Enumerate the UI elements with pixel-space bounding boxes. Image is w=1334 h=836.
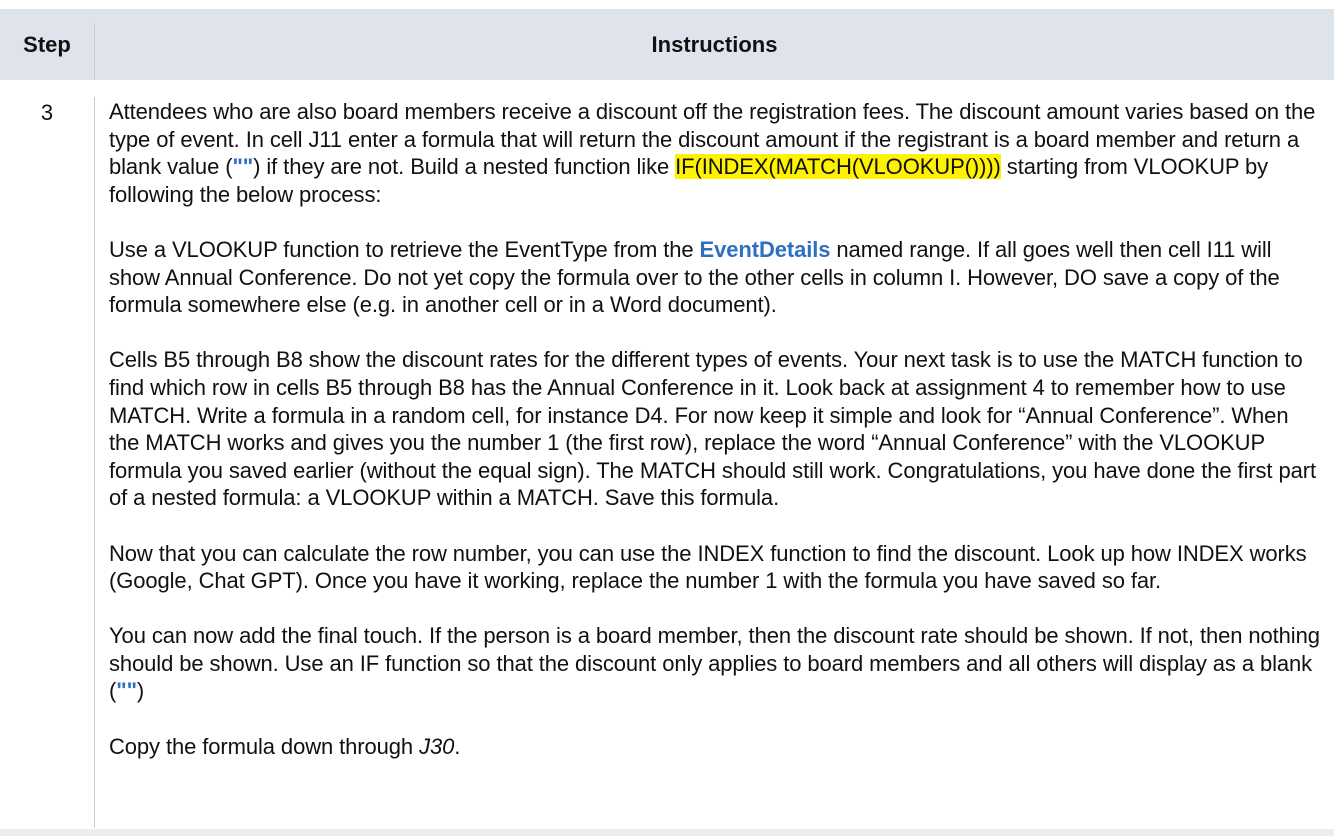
- text-run: Use a VLOOKUP function to retrieve the EventType from the: [109, 236, 700, 262]
- text-run: starting from VLOOKUP by following the below process:: [109, 154, 1269, 207]
- paragraph-if: [109, 622, 1323, 705]
- text-run: Copy the formula down through: [109, 733, 420, 759]
- text-run: Attendees who are also board members receive a discount off the registration fees. The discount amount varies based on the type of event. In cell J11 enter a formula that will return the discount amount if the registrant is a board member and return a blank value (: [109, 99, 1316, 180]
- blank-value-quote: "": [232, 154, 254, 180]
- instructions-cell: [109, 98, 1323, 760]
- table-bottom-border: [0, 829, 1334, 836]
- paragraph-vlookup: [109, 236, 1323, 319]
- paragraph-match: Cells B5 through B8 show the discount rates for the different types of events. Your next task is to use the MATCH function to find which row in cells B5 through B8 has the Annual Conference in it. Look back at assignment 4 to remember how to use MATCH. Write a formula in a random cell, for instance D4. For now keep it simple and look for “Annual Conference”. When the MATCH works and gives you the number 1 (the first row), replace the word “Annual Conference” with the VLOOKUP formula you saved earlier (without the equal sign). The MATCH should still work. Congratulations, you have done the first part of a nested formula: a VLOOKUP within a MATCH. Save this formula.: [109, 347, 1316, 511]
- blank-value-quote: "": [116, 678, 137, 704]
- text-run: ) if they are not. Build a nested function like: [253, 154, 676, 180]
- paragraph-copy: [109, 733, 1323, 761]
- text-run: named range. If all goes well then cell I11 will show Annual Conference. Do not yet copy the formula over to the other cells in column I. However, DO save a copy of the formula somewhere else (e.g. in another cell or in a Word document).: [109, 236, 1280, 318]
- highlighted-formula: IF(INDEX(MATCH(VLOOKUP()))): [675, 154, 1001, 180]
- step-column-header: Step: [23, 31, 71, 57]
- table-header: [0, 9, 1334, 80]
- text-run: You can now add the final touch. If the person is a board member, then the discount rate should be shown. If not, then nothing should be shown. Use an IF function so that the discount only applies to board members and all others will display as a blank (: [109, 623, 1320, 704]
- named-range-link: EventDetails: [699, 236, 831, 262]
- cell-reference: J30: [419, 733, 455, 759]
- paragraph-index: Now that you can calculate the row number, you can use the INDEX function to find the discount. Look up how INDEX works (Google, Chat GPT). Once you have it working, replace the number 1 with the formula you have saved so far.: [109, 540, 1307, 594]
- instructions-column-header: Instructions: [651, 31, 778, 57]
- text-run: .: [454, 733, 461, 759]
- text-run: ): [136, 678, 145, 704]
- column-divider: [94, 97, 95, 828]
- step-number: 3: [40, 100, 54, 125]
- paragraph-intro: [109, 98, 1323, 208]
